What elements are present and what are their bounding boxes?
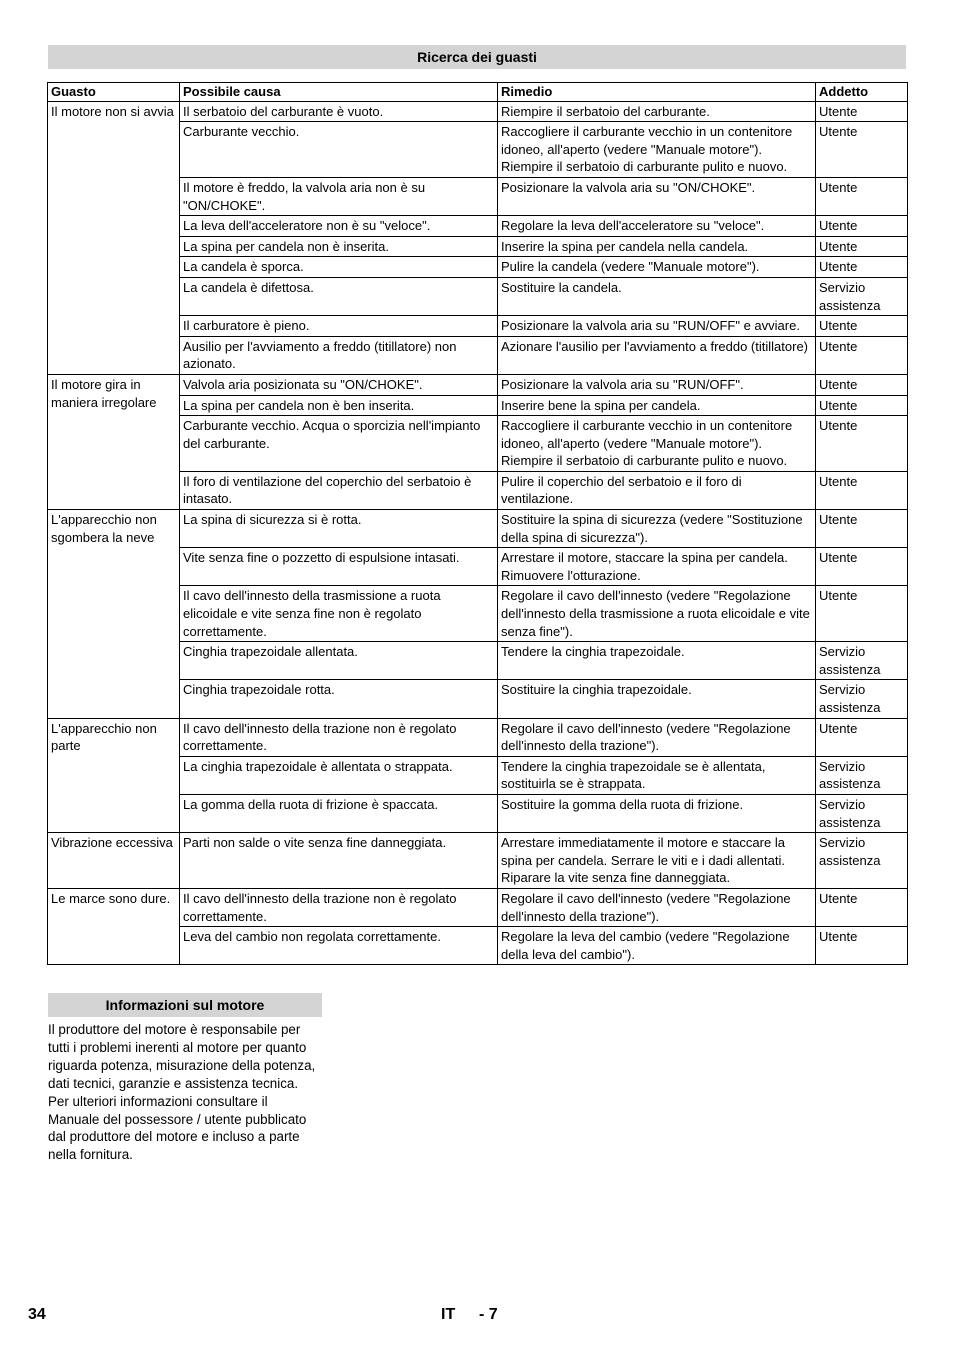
remedy-cell: Arrestare il motore, staccare la spina per candela. Rimuovere l'otturazione. xyxy=(498,548,816,586)
cause-cell: La gomma della ruota di frizione è spaccata. xyxy=(180,794,498,832)
responsible-cell: Servizio assistenza xyxy=(816,756,908,794)
responsible-cell: Utente xyxy=(816,586,908,642)
cause-cell: Vite senza fine o pozzetto di espulsione intasati. xyxy=(180,548,498,586)
responsible-cell: Utente xyxy=(816,510,908,548)
remedy-cell: Posizionare la valvola aria su "RUN/OFF" e avviare. xyxy=(498,316,816,337)
cause-cell: La cinghia trapezoidale è allentata o strappata. xyxy=(180,756,498,794)
cause-cell: Carburante vecchio. xyxy=(180,122,498,178)
responsible-cell: Servizio assistenza xyxy=(816,833,908,889)
cause-cell: Cinghia trapezoidale allentata. xyxy=(180,642,498,680)
remedy-cell: Regolare il cavo dell'innesto (vedere "Regolazione dell'innesto della trasmissione a ruota elicoidale e vite senza fine"). xyxy=(498,586,816,642)
remedy-cell: Sostituire la gomma della ruota di frizione. xyxy=(498,794,816,832)
responsible-cell: Utente xyxy=(816,718,908,756)
responsible-cell: Utente xyxy=(816,177,908,215)
responsible-cell: Servizio assistenza xyxy=(816,680,908,718)
troubleshooting-table xyxy=(47,82,908,965)
responsible-cell: Utente xyxy=(816,471,908,509)
remedy-cell: Tendere la cinghia trapezoidale se è allentata, sostituirla se è strappata. xyxy=(498,756,816,794)
remedy-cell: Posizionare la valvola aria su "RUN/OFF". xyxy=(498,374,816,395)
cause-cell: Il cavo dell'innesto della trazione non è regolato correttamente. xyxy=(180,718,498,756)
responsible-cell: Utente xyxy=(816,888,908,926)
sub-page-number: - 7 xyxy=(479,1306,498,1323)
responsible-cell: Utente xyxy=(816,927,908,965)
remedy-cell: Raccogliere il carburante vecchio in un contenitore idoneo, all'aperto (vedere "Manuale motore"). Riempire il serbatoio di carburante pulito e nuovo. xyxy=(498,416,816,472)
responsible-cell: Utente xyxy=(816,416,908,472)
remedy-cell: Sostituire la candela. xyxy=(498,277,816,315)
cause-cell: Il foro di ventilazione del coperchio del serbatoio è intasato. xyxy=(180,471,498,509)
table-row xyxy=(48,374,908,395)
responsible-cell: Utente xyxy=(816,257,908,278)
remedy-cell: Riempire il serbatoio del carburante. xyxy=(498,101,816,122)
table-header-row xyxy=(48,83,908,102)
column-header-cause: Possibile causa xyxy=(180,83,498,102)
cause-cell: La candela è sporca. xyxy=(180,257,498,278)
column-header-fault: Guasto xyxy=(48,83,180,102)
remedy-cell: Inserire la spina per candela nella candela. xyxy=(498,236,816,257)
cause-cell: Il cavo dell'innesto della trazione non è regolato correttamente. xyxy=(180,888,498,926)
column-header-who: Addetto xyxy=(816,83,908,102)
responsible-cell: Servizio assistenza xyxy=(816,794,908,832)
remedy-cell: Arrestare immediatamente il motore e staccare la spina per candela. Serrare le viti e i dadi allentati. Riparare la vite senza fine danneggiata. xyxy=(498,833,816,889)
remedy-cell: Regolare il cavo dell'innesto (vedere "Regolazione dell'innesto della trazione"). xyxy=(498,888,816,926)
remedy-cell: Pulire la candela (vedere "Manuale motore"). xyxy=(498,257,816,278)
cause-cell: Parti non salde o vite senza fine danneggiata. xyxy=(180,833,498,889)
fault-cell: L'apparecchio non parte xyxy=(48,718,180,833)
responsible-cell: Utente xyxy=(816,374,908,395)
table-row xyxy=(48,510,908,548)
cause-cell: La candela è difettosa. xyxy=(180,277,498,315)
remedy-cell: Tendere la cinghia trapezoidale. xyxy=(498,642,816,680)
cause-cell: Il motore è freddo, la valvola aria non è su "ON/CHOKE". xyxy=(180,177,498,215)
responsible-cell: Utente xyxy=(816,101,908,122)
remedy-cell: Regolare la leva del cambio (vedere "Regolazione della leva del cambio"). xyxy=(498,927,816,965)
responsible-cell: Utente xyxy=(816,216,908,237)
responsible-cell: Utente xyxy=(816,316,908,337)
table-row xyxy=(48,101,908,122)
motor-info-paragraph: Il produttore del motore è responsabile per tutti i problemi inerenti al motore per quanto riguarda potenza, misurazione della potenza, dati tecnici, garanzie e assistenza tecnica. Per ulteriori informazioni consultare il Manuale del possessore / utente pubblicato dal produttore del motore e incluso a parte nella fornitura. xyxy=(48,1022,316,1163)
cause-cell: Il cavo dell'innesto della trasmissione a ruota elicoidale e vite senza fine non è regolato correttamente. xyxy=(180,586,498,642)
language-code: IT xyxy=(441,1306,456,1323)
fault-cell: Il motore non si avvia xyxy=(48,101,180,374)
cause-cell: Il carburatore è pieno. xyxy=(180,316,498,337)
remedy-cell: Sostituire la spina di sicurezza (vedere "Sostituzione della spina di sicurezza"). xyxy=(498,510,816,548)
remedy-cell: Regolare la leva dell'acceleratore su "veloce". xyxy=(498,216,816,237)
section-title-troubleshooting: Ricerca dei guasti xyxy=(48,45,906,69)
troubleshooting-table-body xyxy=(48,101,908,965)
cause-cell: La leva dell'acceleratore non è su "veloce". xyxy=(180,216,498,237)
cause-cell: Ausilio per l'avviamento a freddo (titillatore) non azionato. xyxy=(180,336,498,374)
fault-cell: Le marce sono dure. xyxy=(48,888,180,964)
remedy-cell: Azionare l'ausilio per l'avviamento a freddo (titillatore) xyxy=(498,336,816,374)
cause-cell: Leva del cambio non regolata correttamente. xyxy=(180,927,498,965)
responsible-cell: Utente xyxy=(816,336,908,374)
fault-cell: L'apparecchio non sgombera la neve xyxy=(48,510,180,719)
page-number: 34 xyxy=(28,1306,46,1323)
remedy-cell: Pulire il coperchio del serbatoio e il foro di ventilazione. xyxy=(498,471,816,509)
section-title-motor-info: Informazioni sul motore xyxy=(48,993,322,1017)
responsible-cell: Utente xyxy=(816,122,908,178)
responsible-cell: Servizio assistenza xyxy=(816,642,908,680)
table-row xyxy=(48,888,908,926)
table-row xyxy=(48,833,908,889)
cause-cell: La spina per candela non è inserita. xyxy=(180,236,498,257)
responsible-cell: Utente xyxy=(816,548,908,586)
cause-cell: Il serbatoio del carburante è vuoto. xyxy=(180,101,498,122)
fault-cell: Vibrazione eccessiva xyxy=(48,833,180,889)
responsible-cell: Servizio assistenza xyxy=(816,277,908,315)
responsible-cell: Utente xyxy=(816,236,908,257)
column-header-remedy: Rimedio xyxy=(498,83,816,102)
cause-cell: La spina per candela non è ben inserita. xyxy=(180,395,498,416)
cause-cell: Carburante vecchio. Acqua o sporcizia nell'impianto del carburante. xyxy=(180,416,498,472)
fault-cell: Il motore gira in maniera irregolare xyxy=(48,374,180,509)
remedy-cell: Inserire bene la spina per candela. xyxy=(498,395,816,416)
remedy-cell: Sostituire la cinghia trapezoidale. xyxy=(498,680,816,718)
cause-cell: Valvola aria posizionata su "ON/CHOKE". xyxy=(180,374,498,395)
table-row xyxy=(48,718,908,756)
remedy-cell: Posizionare la valvola aria su "ON/CHOKE". xyxy=(498,177,816,215)
cause-cell: Cinghia trapezoidale rotta. xyxy=(180,680,498,718)
cause-cell: La spina di sicurezza si è rotta. xyxy=(180,510,498,548)
remedy-cell: Raccogliere il carburante vecchio in un contenitore idoneo, all'aperto (vedere "Manuale motore"). Riempire il serbatoio di carburante pulito e nuovo. xyxy=(498,122,816,178)
remedy-cell: Regolare il cavo dell'innesto (vedere "Regolazione dell'innesto della trazione"). xyxy=(498,718,816,756)
responsible-cell: Utente xyxy=(816,395,908,416)
